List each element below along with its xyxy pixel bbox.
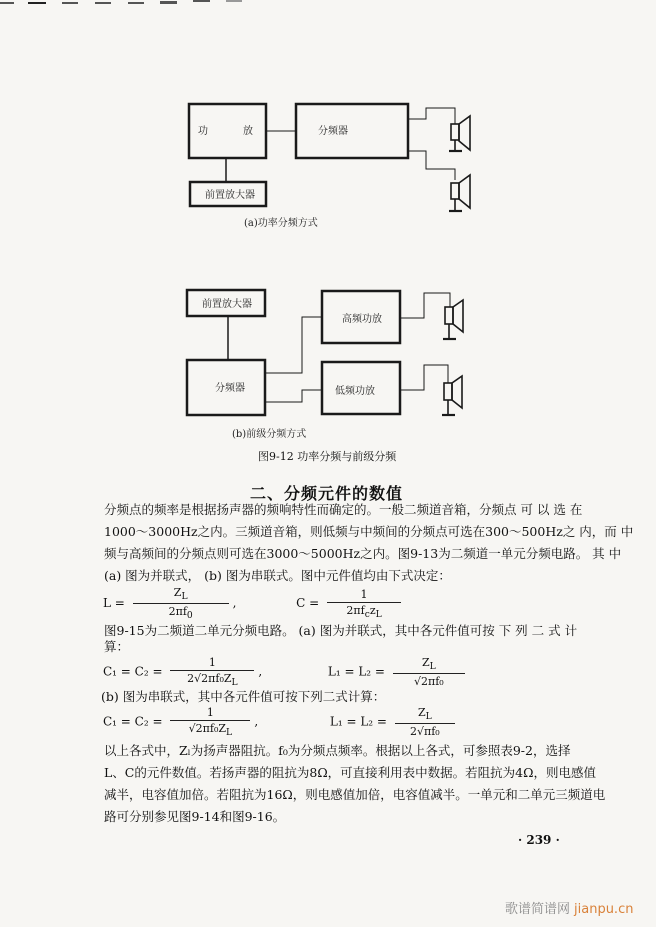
paragraph-line: 减半，电容值加倍。若阻抗为16Ω，则电感值加倍，电容值减半。一单元和二单元三频道电 <box>104 787 606 802</box>
formula-L-C: L = $\frac{Z_L}{2\pi f_0}$ , C = $\frac{1}{2\pi f_cz_L}$ <box>103 586 405 621</box>
speaker-icon <box>449 116 470 151</box>
fraction-L-series: $\frac{Z_L}{\text{2√πf₀}}$ <box>395 706 455 738</box>
watermark-en: jianpu.cn <box>574 902 634 917</box>
box-crossover-a <box>296 104 408 158</box>
page-number: · 239 · <box>518 833 560 847</box>
speaker-icon <box>442 376 462 415</box>
label-power-amp-left: 功 <box>198 126 208 137</box>
paragraph-line: 1000～3000Hz之内。三频道音箱，则低频与中频间的分频点可选在300～500Hz之 内，而 中 <box>104 524 634 539</box>
speaker-icon <box>449 175 470 211</box>
label-high-amp: 高频功放 <box>342 314 382 325</box>
label-preamp-a: 前置放大器 <box>205 190 255 201</box>
paragraph-line: 分频点的频率是根据扬声器的频响特性而确定的。一般二频道音箱，分频点 可 以 选 在 <box>104 502 583 517</box>
paragraph-line: L、C的元件数值。若扬声器的阻抗为8Ω，可直接利用表中数据。若阻抗为4Ω，则电感值 <box>104 765 596 780</box>
fraction-C-parallel: $\frac{1}{2√2\pi f_0Z_L}$ <box>170 656 254 688</box>
paragraph-line: 算： <box>104 639 130 654</box>
fraction-C: $\frac{1}{2\pi f_cz_L}$ <box>327 588 401 620</box>
paragraph-line: (a) 图为并联式， (b) 图为串联式。图中元件值均由下式决定： <box>104 568 451 583</box>
paragraph-line: 以上各式中，Zₗ为扬声器阻抗。f₀为分频点频率。根据以上各式，可参照表9-2，选择 <box>104 743 571 758</box>
speaker-icon <box>443 300 463 339</box>
figure-b-caption: (b)前级分频方式 <box>232 429 307 440</box>
formula-series: C₁ = C₂ = $\frac{1}{√2\pi f_0Z_L}$ , L₁ = L₂ = $\frac{Z_L}{\text{2√πf₀}}$ <box>103 706 459 738</box>
fraction-L: $\frac{Z_L}{2\pi f_0}$ <box>133 586 229 621</box>
watermark-cn: 歌谱简谱网 <box>505 902 571 917</box>
figure-a-caption: (a)功率分频方式 <box>244 218 318 229</box>
label-low-amp: 低频功放 <box>335 386 375 397</box>
fraction-C-series: $\frac{1}{√2\pi f_0Z_L}$ <box>170 706 250 738</box>
figure-caption: 图9-12 功率分频与前级分频 <box>258 450 397 463</box>
fraction-L-parallel: $\frac{Z_L}{\text{√2πf₀}}$ <box>393 656 465 688</box>
label-crossover-b: 分频器 <box>215 383 245 394</box>
paragraph-line: 图9-15为二频道二单元分频电路。 (a) 图为并联式，其中各元件值可按 下 列 二 式 计 <box>104 623 578 638</box>
paragraph-line: 频与高频间的分频点则可选在3000～5000Hz之内。图9-13为二频道一单元分频电路。 其 中 <box>104 546 622 561</box>
formula-parallel: C₁ = C₂ = $\frac{1}{2√2\pi f_0Z_L}$ , L₁ = L₂ = $\frac{Z_L}{\text{√2πf₀}}$ <box>103 656 469 688</box>
watermark <box>505 898 633 917</box>
section-heading: 二、分频元件的数值 <box>250 484 404 503</box>
label-crossover-a: 分频器 <box>318 126 348 137</box>
paragraph-line: 路可分别参见图9-14和图9-16。 <box>104 809 286 824</box>
label-power-amp-right: 放 <box>243 126 253 137</box>
paragraph-line: (b) 图为串联式，其中各元件值可按下列二式计算： <box>101 689 386 704</box>
label-preamp-b: 前置放大器 <box>202 299 252 310</box>
